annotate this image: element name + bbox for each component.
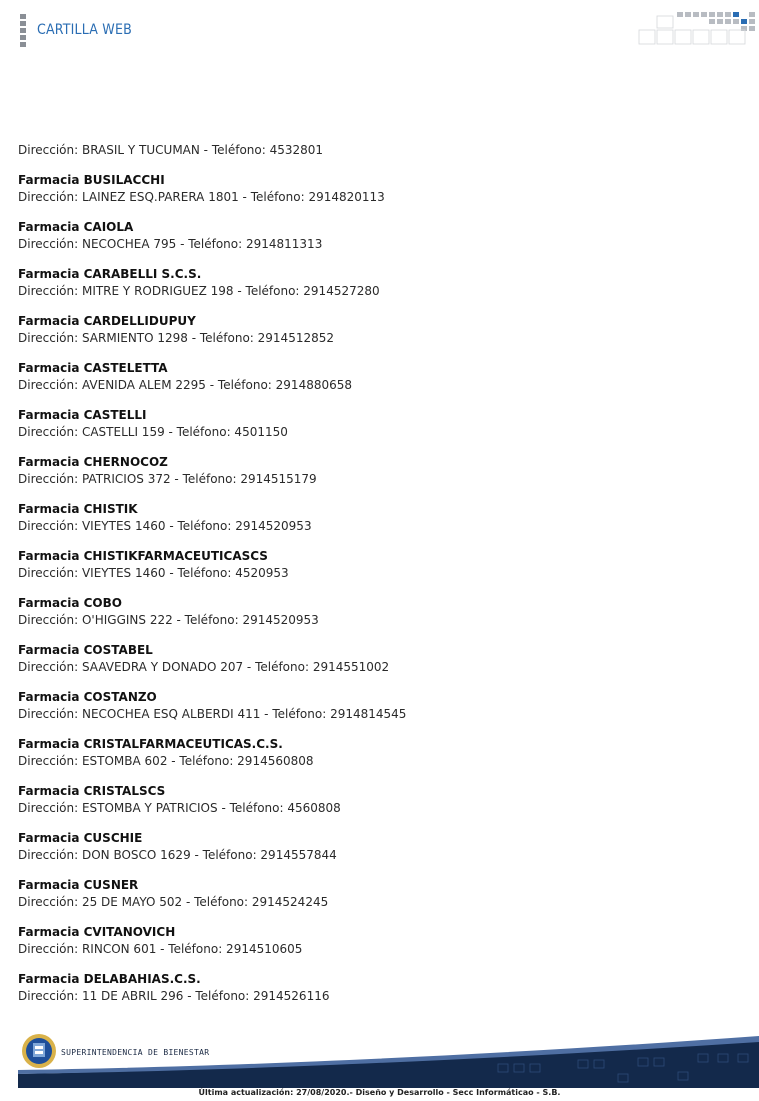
entry-title: BUSILACCHI bbox=[83, 173, 165, 187]
entry-prefix: Farmacia bbox=[18, 878, 80, 892]
header-grid-decoration bbox=[635, 10, 759, 48]
entry-prefix: Farmacia bbox=[18, 596, 80, 610]
entry-address: Dirección: VIEYTES 1460 - Teléfono: 4520953 bbox=[18, 566, 289, 580]
entry-title: COBO bbox=[83, 596, 122, 610]
entry-address: Dirección: RINCON 601 - Teléfono: 2914510605 bbox=[18, 942, 303, 956]
list-item bbox=[18, 407, 718, 441]
list-item bbox=[18, 642, 718, 676]
entry-address: Dirección: 11 DE ABRIL 296 - Teléfono: 2914526116 bbox=[18, 989, 330, 1003]
entry-title: CARDELLIDUPUY bbox=[83, 314, 196, 328]
entry-address: Dirección: ESTOMBA 602 - Teléfono: 2914560808 bbox=[18, 754, 314, 768]
entry-name bbox=[18, 313, 718, 330]
header-accent-bar bbox=[20, 14, 26, 47]
entry-address: Dirección: 25 DE MAYO 502 - Teléfono: 2914524245 bbox=[18, 895, 329, 909]
list-item bbox=[18, 924, 718, 958]
entry-address: Dirección: BRASIL Y TUCUMAN - Teléfono: 4532801 bbox=[18, 143, 324, 157]
list-item bbox=[18, 595, 718, 629]
entry-address: Dirección: O'HIGGINS 222 - Teléfono: 2914520953 bbox=[18, 613, 319, 627]
entry-name bbox=[18, 501, 718, 518]
entry-prefix: Farmacia bbox=[18, 925, 80, 939]
organization-seal-icon bbox=[21, 1033, 57, 1069]
entry-prefix: Farmacia bbox=[18, 831, 80, 845]
entry-address: Dirección: AVENIDA ALEM 2295 - Teléfono: 2914880658 bbox=[18, 378, 353, 392]
entry-prefix: Farmacia bbox=[18, 314, 80, 328]
entry-name bbox=[18, 783, 718, 800]
entry-name bbox=[18, 219, 718, 236]
list-item bbox=[18, 219, 718, 253]
entry-title: DELABAHIAS.C.S. bbox=[83, 972, 201, 986]
entry-address: Dirección: VIEYTES 1460 - Teléfono: 2914520953 bbox=[18, 519, 312, 533]
entry-address: Dirección: SARMIENTO 1298 - Teléfono: 2914512852 bbox=[18, 331, 334, 345]
entry-name bbox=[18, 924, 718, 941]
entry-prefix: Farmacia bbox=[18, 549, 80, 563]
entry-prefix: Farmacia bbox=[18, 173, 80, 187]
entry-title: CUSNER bbox=[83, 878, 139, 892]
entry-address: Dirección: NECOCHEA ESQ ALBERDI 411 - Teléfono: 2914814545 bbox=[18, 707, 407, 721]
entry-prefix: Farmacia bbox=[18, 502, 80, 516]
list-item bbox=[18, 172, 718, 206]
entry-address: Dirección: LAINEZ ESQ.PARERA 1801 - Teléfono: 2914820113 bbox=[18, 190, 385, 204]
list-item bbox=[18, 142, 718, 159]
list-item bbox=[18, 501, 718, 535]
entry-title: CHISTIKFARMACEUTICASCS bbox=[83, 549, 268, 563]
list-item bbox=[18, 360, 718, 394]
entry-address: Dirección: DON BOSCO 1629 - Teléfono: 2914557844 bbox=[18, 848, 337, 862]
entry-prefix: Farmacia bbox=[18, 408, 80, 422]
entry-name bbox=[18, 877, 718, 894]
entry-name bbox=[18, 971, 718, 988]
entry-name bbox=[18, 548, 718, 565]
entry-prefix: Farmacia bbox=[18, 267, 80, 281]
entry-address: Dirección: CASTELLI 159 - Teléfono: 4501150 bbox=[18, 425, 288, 439]
list-item bbox=[18, 783, 718, 817]
entry-title: CVITANOVICH bbox=[83, 925, 176, 939]
entry-name bbox=[18, 689, 718, 706]
organization-name: SUPERINTENDENCIA DE BIENESTAR bbox=[61, 1048, 210, 1057]
entry-prefix: Farmacia bbox=[18, 220, 80, 234]
list-item bbox=[18, 830, 718, 864]
brand-title: CARTILLA WEB bbox=[37, 22, 132, 38]
list-item bbox=[18, 266, 718, 300]
entry-title: CUSCHIE bbox=[83, 831, 143, 845]
list-item bbox=[18, 877, 718, 911]
list-item bbox=[18, 971, 718, 1005]
entry-name bbox=[18, 595, 718, 612]
entry-address: Dirección: MITRE Y RODRIGUEZ 198 - Teléfono: 2914527280 bbox=[18, 284, 380, 298]
entry-prefix: Farmacia bbox=[18, 361, 80, 375]
entry-title: CHISTIK bbox=[83, 502, 138, 516]
entry-name bbox=[18, 407, 718, 424]
entry-prefix: Farmacia bbox=[18, 972, 80, 986]
entry-address: Dirección: SAAVEDRA Y DONADO 207 - Teléfono: 2914551002 bbox=[18, 660, 390, 674]
footer-banner bbox=[18, 1030, 759, 1088]
pharmacy-list bbox=[18, 142, 718, 1018]
list-item bbox=[18, 454, 718, 488]
entry-title: COSTANZO bbox=[83, 690, 157, 704]
entry-prefix: Farmacia bbox=[18, 643, 80, 657]
entry-title: CASTELLI bbox=[83, 408, 147, 422]
entry-address: Dirección: PATRICIOS 372 - Teléfono: 2914515179 bbox=[18, 472, 317, 486]
entry-address: Dirección: ESTOMBA Y PATRICIOS - Teléfono: 4560808 bbox=[18, 801, 341, 815]
entry-name bbox=[18, 172, 718, 189]
entry-title: CAIOLA bbox=[83, 220, 134, 234]
entry-prefix: Farmacia bbox=[18, 455, 80, 469]
list-item bbox=[18, 313, 718, 347]
entry-name bbox=[18, 642, 718, 659]
entry-title: CASTELETTA bbox=[83, 361, 168, 375]
list-item bbox=[18, 689, 718, 723]
entry-title: COSTABEL bbox=[83, 643, 153, 657]
entry-name bbox=[18, 360, 718, 377]
list-item bbox=[18, 736, 718, 770]
entry-title: CRISTALSCS bbox=[83, 784, 166, 798]
entry-name bbox=[18, 736, 718, 753]
entry-name bbox=[18, 266, 718, 283]
entry-prefix: Farmacia bbox=[18, 784, 80, 798]
footer-wave-background bbox=[18, 1030, 759, 1088]
list-item bbox=[18, 548, 718, 582]
entry-title: CARABELLI S.C.S. bbox=[83, 267, 202, 281]
entry-address: Dirección: NECOCHEA 795 - Teléfono: 2914811313 bbox=[18, 237, 323, 251]
entry-name bbox=[18, 454, 718, 471]
entry-prefix: Farmacia bbox=[18, 690, 80, 704]
entry-prefix: Farmacia bbox=[18, 737, 80, 751]
entry-title: CHERNOCOZ bbox=[83, 455, 168, 469]
entry-title: CRISTALFARMACEUTICAS.C.S. bbox=[83, 737, 283, 751]
footer-credits: Última actualización: 27/08/2020.- Diseño y Desarrollo - Secc Informáticao - S.B. bbox=[198, 1088, 561, 1097]
entry-name bbox=[18, 830, 718, 847]
